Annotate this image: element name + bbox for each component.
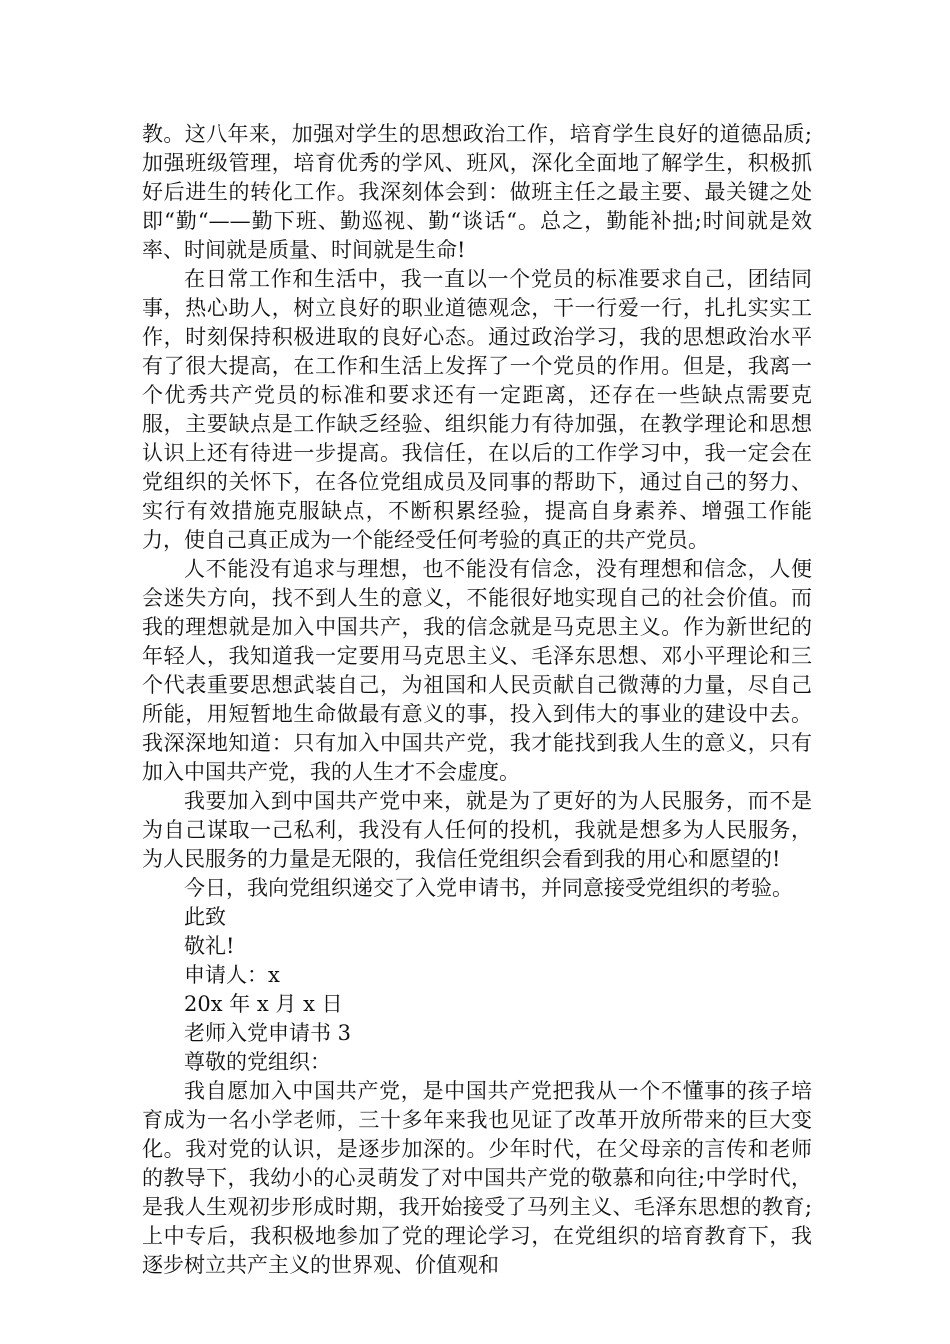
application-date: 20x 年 x 月 x 日 <box>184 992 343 1016</box>
document-body <box>142 120 812 1280</box>
paragraph-submission: 今日，我向党组织递交了入党申请书，并同意接受党组织的考验。 <box>184 876 793 900</box>
paragraph-continuation: 教。这八年来，加强对学生的思想政治工作，培育学生良好的道德品质;加强班级管理，培育优秀的学风、班风，深化全面地了解学生，积极抓好后进生的转化工作。我深刻体会到：做班主任之最主要、最关键之处即“勤“——勤下班、勤巡视、勤“谈话“。总之，勤能补拙;时间就是效率、时间就是质量、时间就是生命! <box>142 122 812 262</box>
paragraph-serve-people: 我要加入到中国共产党中来，就是为了更好的为人民服务，而不是为自己谋取一己私利，我没有人任何的投机，我就是想多为人民服务，为人民服务的力量是无限的，我信任党组织会看到我的用心和愿望的! <box>142 789 812 871</box>
closing-regards: 敬礼! <box>184 934 235 958</box>
paragraph-ideals: 人不能没有追求与理想，也不能没有信念，没有理想和信念，人便会迷失方向，找不到人生的意义，不能很好地实现自己的社会价值。而我的理想就是加入中国共产，我的信念就是马克思主义。作为新世纪的年轻人，我知道我一定要用马克思主义、毛泽东思想、邓小平理论和三个代表重要思想武装自己，为祖国和人民贡献自己微薄的力量，尽自己所能，用短暂地生命做最有意义的事，投入到伟大的事业的建设中去。我深深地知道：只有加入中国共产党，我才能找到我人生的意义，只有加入中国共产党，我的人生才不会虚度。 <box>142 557 812 784</box>
applicant-name: 申请人：x <box>184 963 280 987</box>
paragraph-daily-work: 在日常工作和生活中，我一直以一个党员的标准要求自己，团结同事，热心助人，树立良好的职业道德观念，干一行爱一行，扎扎实实工作，时刻保持积极进取的良好心态。通过政治学习，我的思想政治水平有了很大提高，在工作和生活上发挥了一个党员的作用。但是，我离一个优秀共产党员的标准和要求还有一定距离，还存在一些缺点需要克服，主要缺点是工作缺乏经验、组织能力有待加强，在教学理论和思想认识上还有待进一步提高。我信任，在以后的工作学习中，我一定会在党组织的关怀下，在各位党组成员及同事的帮助下，通过自己的努力、实行有效措施克服缺点，不断积累经验，提高自身素养、增强工作能力，使自己真正成为一个能经受任何考验的真正的共产党员。 <box>142 267 812 552</box>
section-title: 老师入党申请书 3 <box>184 1021 352 1045</box>
greeting: 尊敬的党组织： <box>184 1050 331 1074</box>
closing-salutation: 此致 <box>184 905 226 929</box>
paragraph-application-start: 我自愿加入中国共产党，是中国共产党把我从一个不懂事的孩子培育成为一名小学老师，三十多年来我也见证了改革开放所带来的巨大变化。我对党的认识，是逐步加深的。少年时代，在父母亲的言传和老师的教导下，我幼小的心灵萌发了对中国共产党的敬慕和向往;中学时代，是我人生观初步形成时期，我开始接受了马列主义、毛泽东思想的教育;上中专后，我积极地参加了党的理论学习，在党组织的培育教育下，我逐步树立共产主义的世界观、价值观和 <box>142 1079 812 1277</box>
